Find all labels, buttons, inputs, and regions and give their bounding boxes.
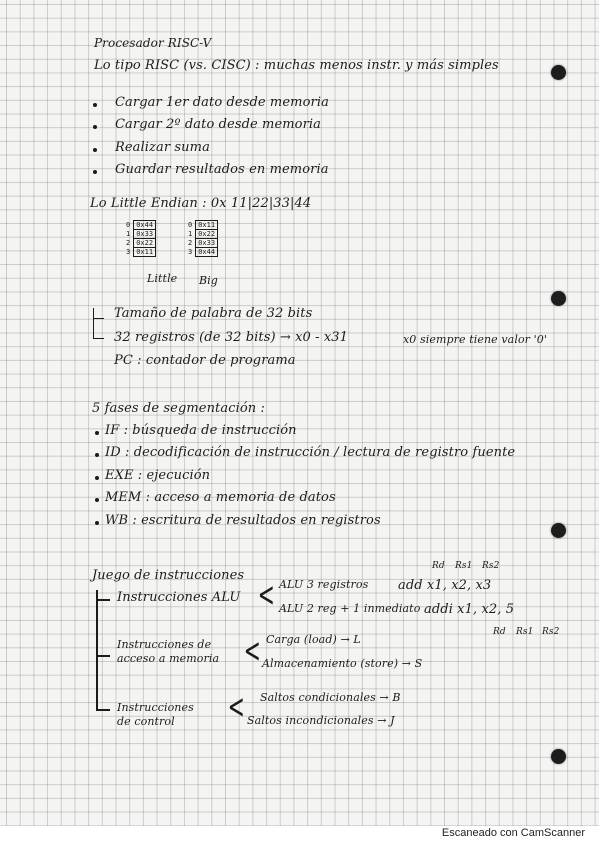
- page-title: Procesador RISC-V: [94, 36, 212, 50]
- byte-cell: 0x22: [134, 239, 156, 248]
- byte-cell: 0x11: [134, 248, 156, 257]
- big-endian-table: 0 0x11 1 0x22 2 0x33 3 0x44: [186, 220, 218, 257]
- phase-item: ID : decodificación de instrucción / lectura de registro fuente: [105, 445, 516, 460]
- phase-item: IF : búsqueda de instrucción: [105, 423, 297, 438]
- uncond-jump: Saltos incondicionales → J: [247, 714, 395, 727]
- addi-example: addi x1, x2, 5: [424, 602, 515, 617]
- bullet-dot: [95, 521, 99, 525]
- bullet-item: Realizar suma: [115, 140, 210, 155]
- tree-branch: [96, 709, 110, 711]
- bullet-dot: [95, 453, 99, 457]
- x0-note: x0 siempre tiene valor '0': [403, 333, 547, 346]
- load-item: Carga (load) → L: [266, 633, 361, 646]
- byte-cell: 0x33: [134, 230, 156, 239]
- little-endian-table: 0 0x44 1 0x33 2 0x22 3 0x11: [124, 220, 156, 257]
- punch-hole: [551, 523, 566, 538]
- phase-item: EXE : ejecución: [105, 468, 211, 483]
- byte-cell: 0x44: [196, 248, 218, 257]
- ctrl-label-1: Instrucciones: [117, 701, 194, 714]
- byte-cell: 0x22: [196, 230, 218, 239]
- tree-branch: [96, 655, 110, 657]
- bullet-dot: [93, 103, 97, 107]
- scanner-watermark: Escaneado con CamScanner: [441, 827, 585, 839]
- reg-tag: Rs2: [482, 561, 500, 571]
- big-label: Big: [199, 274, 218, 287]
- reg-tag: Rd: [432, 561, 445, 571]
- cond-jump: Saltos condicionales → B: [260, 691, 401, 704]
- phases-heading: 5 fases de segmentación :: [92, 401, 265, 416]
- add-example: add x1, x2, x3: [398, 578, 492, 593]
- tree-branch: [96, 599, 110, 601]
- byte-cell: 0x11: [196, 221, 218, 230]
- bullet-dot: [95, 498, 99, 502]
- brace-icon: <: [257, 575, 275, 615]
- word-size: Tamaño de palabra de 32 bits: [114, 306, 313, 321]
- reg-tag: Rs2: [542, 627, 560, 637]
- punch-hole: [551, 65, 566, 80]
- punch-hole: [551, 291, 566, 306]
- brace-icon: <: [227, 687, 245, 727]
- bullet-item: Guardar resultados en memoria: [115, 162, 329, 177]
- register-count: 32 registros (de 32 bits) → x0 - x31: [114, 330, 349, 345]
- byte-cell: 0x33: [196, 239, 218, 248]
- brace-icon: <: [243, 631, 261, 671]
- punch-hole: [551, 749, 566, 764]
- program-counter: PC : contador de programa: [114, 353, 296, 368]
- tree-line: [96, 590, 98, 710]
- mem-label-2: acceso a memoria: [117, 652, 220, 665]
- bullet-dot: [95, 431, 99, 435]
- bullet-dot: [93, 125, 97, 129]
- reg-tag: Rd: [493, 627, 506, 637]
- bullet-item: Cargar 1er dato desde memoria: [115, 95, 329, 110]
- intro-line: Lo tipo RISC (vs. CISC) : muchas menos instr. y más simples: [94, 58, 499, 73]
- reg-tag: Rs1: [455, 561, 473, 571]
- bullet-dot: [93, 170, 97, 174]
- store-item: Almacenamiento (store) → S: [262, 657, 423, 670]
- little-label: Little: [147, 272, 178, 285]
- alu-label: Instrucciones ALU: [117, 590, 241, 605]
- hook-arrow-icon: [93, 318, 104, 339]
- isa-heading: Juego de instrucciones: [92, 568, 245, 583]
- alu-2reg-imm: ALU 2 reg + 1 inmediato: [279, 602, 421, 615]
- byte-cell: 0x44: [134, 221, 156, 230]
- bullet-dot: [95, 476, 99, 480]
- mem-label-1: Instrucciones de: [117, 638, 212, 651]
- endian-heading: Lo Little Endian : 0x 11|22|33|44: [90, 196, 312, 211]
- phase-item: MEM : acceso a memoria de datos: [105, 490, 336, 505]
- reg-tag: Rs1: [516, 627, 534, 637]
- ctrl-label-2: de control: [117, 715, 175, 728]
- phase-item: WB : escritura de resultados en registros: [105, 513, 381, 528]
- bullet-dot: [93, 148, 97, 152]
- bullet-item: Cargar 2º dato desde memoria: [115, 117, 322, 132]
- alu-3reg: ALU 3 registros: [279, 578, 369, 591]
